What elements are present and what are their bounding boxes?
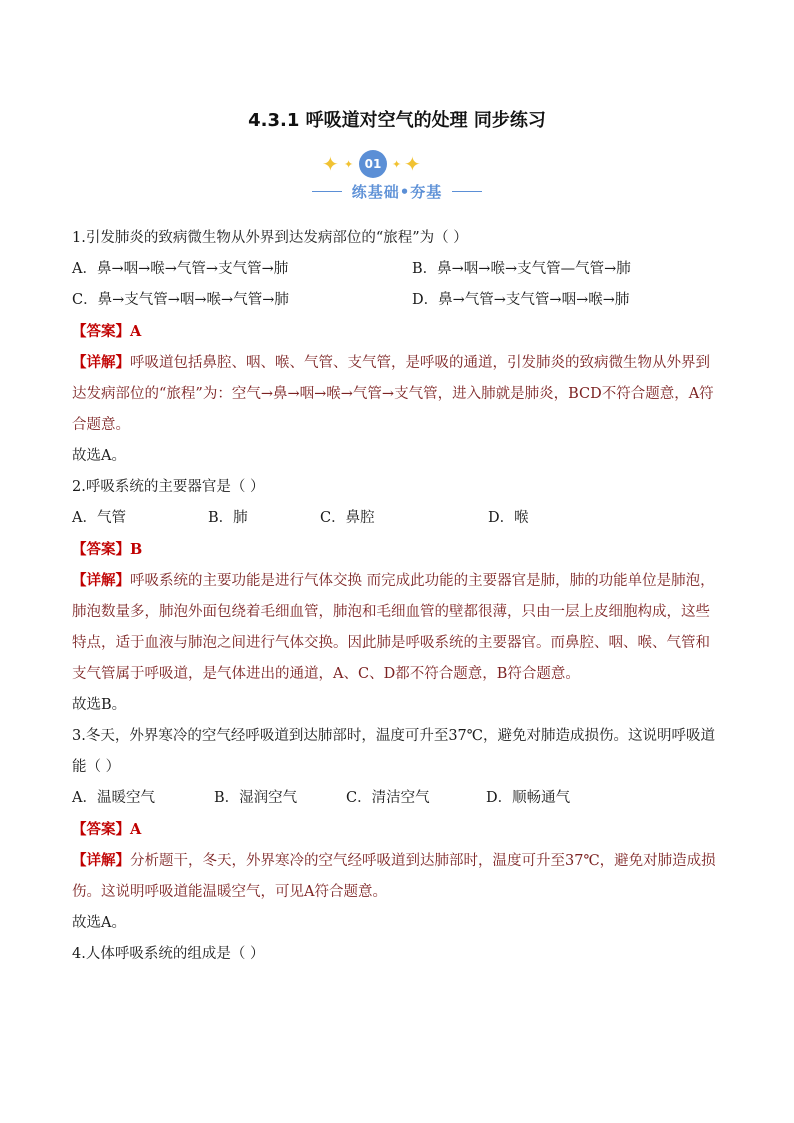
- option-d: D．喉: [488, 510, 529, 526]
- answer-line: [72, 814, 724, 845]
- answer-value: A: [130, 821, 142, 838]
- question-stem: 1.引发肺炎的致病微生物从外界到达发病部位的“旅程”为（ ）: [72, 230, 468, 246]
- questions-list: [72, 223, 724, 970]
- conclusion: 故选B。: [72, 697, 127, 713]
- options-row: [72, 254, 724, 285]
- option-b: B．湿润空气: [214, 790, 298, 806]
- answer-tag: 【答案】: [72, 541, 130, 558]
- answer-value: B: [130, 541, 143, 558]
- option-d: D．顺畅通气: [486, 790, 571, 806]
- answer-tag: 【答案】: [72, 821, 130, 838]
- sparkle-icon: ✦: [404, 152, 421, 176]
- option-a: A．鼻→咽→喉→气管→支气管→肺: [72, 261, 289, 277]
- answer-line: [72, 316, 724, 347]
- option-c: C．鼻腔: [320, 510, 375, 526]
- options-row: [72, 285, 724, 316]
- options-row: [72, 783, 724, 814]
- question-1: [72, 223, 724, 472]
- question-stem: 3.冬天，外界寒冷的空气经呼吸道到达肺部时，温度可升至37℃，避免对肺造成损伤。这说明呼吸道能（ ）: [72, 728, 716, 775]
- section-label: 练基础•夯基: [351, 183, 443, 201]
- options-row: [72, 503, 724, 534]
- detail-paragraph: [72, 565, 724, 690]
- answer-tag: 【答案】: [72, 323, 130, 340]
- option-a: A．温暖空气: [72, 790, 155, 806]
- question-stem: 2.呼吸系统的主要器官是（ ）: [72, 479, 265, 495]
- answer-line: [72, 534, 724, 565]
- detail-text: 呼吸道包括鼻腔、咽、喉、气管、支气管，是呼吸的通道，引发肺炎的致病微生物从外界到达发病部位的“旅程”为：空气→鼻→咽→喉→气管→支气管，进入肺就是肺炎，BCD不符合题意，A符合题意。: [72, 355, 714, 433]
- option-c: C．清洁空气: [346, 790, 430, 806]
- answer-value: A: [130, 323, 142, 340]
- option-a: A．气管: [72, 510, 126, 526]
- section-number: 01: [359, 150, 387, 178]
- detail-tag: 【详解】: [72, 572, 130, 589]
- detail-tag: 【详解】: [72, 354, 130, 371]
- conclusion: 故选A。: [72, 448, 126, 464]
- sparkle-icon: ✦: [344, 158, 354, 171]
- detail-paragraph: [72, 845, 724, 908]
- detail-paragraph: [72, 347, 724, 441]
- option-d: D．鼻→气管→支气管→咽→喉→肺: [412, 292, 630, 308]
- question-3: [72, 721, 724, 939]
- question-4: [72, 939, 724, 970]
- question-stem: 4.人体呼吸系统的组成是（ ）: [72, 946, 265, 962]
- page-title: 4.3.1 呼吸道对空气的处理 同步练习: [248, 110, 546, 131]
- sparkle-icon: ✦: [322, 152, 339, 176]
- option-b: B．肺: [208, 510, 248, 526]
- question-2: [72, 472, 724, 721]
- section-badge: [322, 150, 426, 178]
- detail-text: 分析题干，冬天，外界寒冷的空气经呼吸道到达肺部时，温度可升至37℃，避免对肺造成损伤。这说明呼吸道能温暖空气，可见A符合题意。: [72, 853, 716, 900]
- option-b: B．鼻→咽→喉→支气管—气管→肺: [412, 261, 631, 277]
- sparkle-icon: ✦: [392, 158, 402, 171]
- option-c: C．鼻→支气管→咽→喉→气管→肺: [72, 292, 289, 308]
- conclusion: 故选A。: [72, 915, 126, 931]
- detail-tag: 【详解】: [72, 852, 130, 869]
- section-divider-right: [452, 191, 482, 192]
- detail-text: 呼吸系统的主要功能是进行气体交换 而完成此功能的主要器官是肺，肺的功能单位是肺泡，肺泡数量多，肺泡外面包绕着毛细血管，肺泡和毛细血管的壁都很薄，只由一层上皮细胞构成，这些特点，适于血液与肺泡之间进行气体交换。因此肺是呼吸系统的主要器官。而鼻腔、咽、喉、气管和支气管属于呼吸道，是气体进出的通道，A、C、D都不符合题意，B符合题意。: [72, 573, 715, 682]
